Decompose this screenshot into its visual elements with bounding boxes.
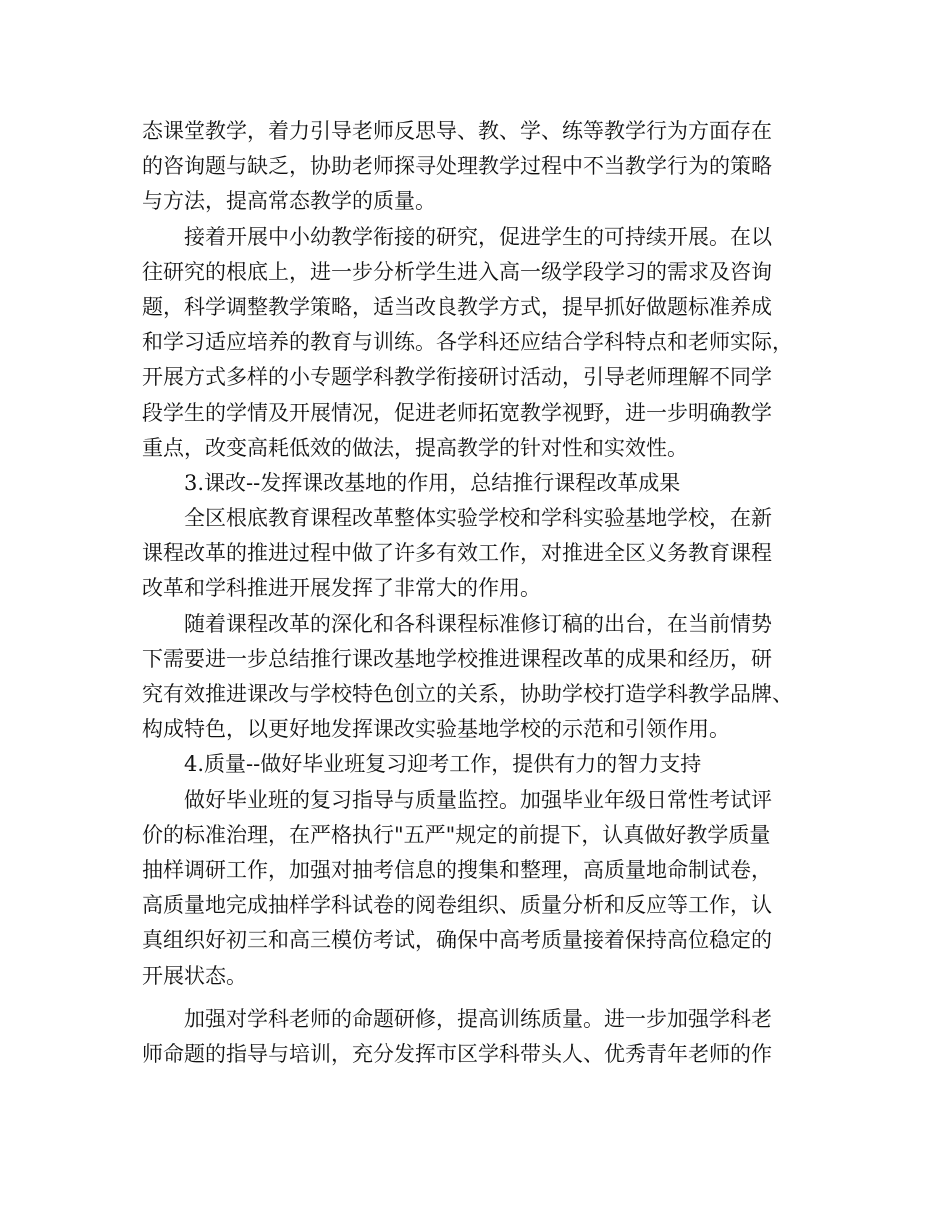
body-line: 真组织好初三和高三模仿考试，确保中高考质量接着保持高位稳定的 [142, 928, 772, 953]
body-line: 的咨询题与缺乏，协助老师探寻处理教学过程中不当教学行为的策略 [142, 154, 772, 179]
body-line: 态课堂教学，着力引导老师反思导、教、学、练等教学行为方面存在 [142, 119, 772, 143]
body-line: 段学生的学情及开展情况，促进老师拓宽教学视野，进一步明确教学 [142, 400, 772, 425]
body-line: 往研究的根底上，进一步分析学生进入高一级学段学习的需求及咨询 [142, 259, 772, 284]
paragraph-first-line: 随着课程改革的深化和各科课程标准修订稿的出台，在当前情势 [184, 611, 772, 636]
body-line: 和学习适应培养的教育与训练。各学科还应结合学科特点和老师实际， [142, 330, 793, 355]
body-line: 开展方式多样的小专题学科教学衔接研讨活动，引导老师理解不同学 [142, 365, 772, 390]
body-line: 师命题的指导与培训，充分发挥市区学科带头人、优秀青年老师的作 [142, 1041, 772, 1066]
body-line: 改革和学科推进开展发挥了非常大的作用。 [142, 576, 541, 601]
paragraph-first-line: 加强对学科老师的命题研修，提高训练质量。进一步加强学科老 [184, 1006, 772, 1031]
section-heading: 4.质量--做好毕业班复习迎考工作，提供有力的智力支持 [184, 752, 702, 777]
document-body [142, 114, 822, 1072]
body-line: 与方法，提高常态教学的质量。 [142, 189, 436, 214]
body-line: 题，科学调整教学策略，适当改良教学方式，提早抓好做题标准养成 [142, 294, 772, 319]
body-line: 下需要进一步总结推行课改基地学校推进课程改革的成果和经历，研 [142, 646, 772, 671]
body-line: 构成特色，以更好地发挥课改实验基地学校的示范和引领作用。 [142, 717, 730, 742]
body-line: 价的标准治理，在严格执行"五严"规定的前提下，认真做好教学质量 [142, 822, 771, 847]
section-heading: 3.课改--发挥课改基地的作用，总结推行课程改革成果 [184, 470, 681, 495]
body-line: 究有效推进课改与学校特色创立的关系，协助学校打造学科教学品牌、 [142, 682, 793, 706]
paragraph-first-line: 全区根底教育课程改革整体实验学校和学科实验基地学校，在新 [184, 506, 772, 531]
paragraph-first-line: 接着开展中小幼教学衔接的研究，促进学生的可持续开展。在以 [184, 224, 772, 249]
body-line: 高质量地完成抽样学科试卷的阅卷组织、质量分析和反应等工作，认 [142, 893, 772, 918]
body-line: 抽样调研工作，加强对抽考信息的搜集和整理，高质量地命制试卷， [142, 857, 772, 882]
paragraph-first-line: 做好毕业班的复习指导与质量监控。加强毕业年级日常性考试评 [184, 787, 772, 812]
body-line: 课程改革的推进过程中做了许多有效工作，对推进全区义务教育课程 [142, 541, 772, 566]
body-line: 开展状态。 [142, 963, 247, 988]
body-line: 重点，改变高耗低效的做法，提高教学的针对性和实效性。 [142, 435, 688, 460]
